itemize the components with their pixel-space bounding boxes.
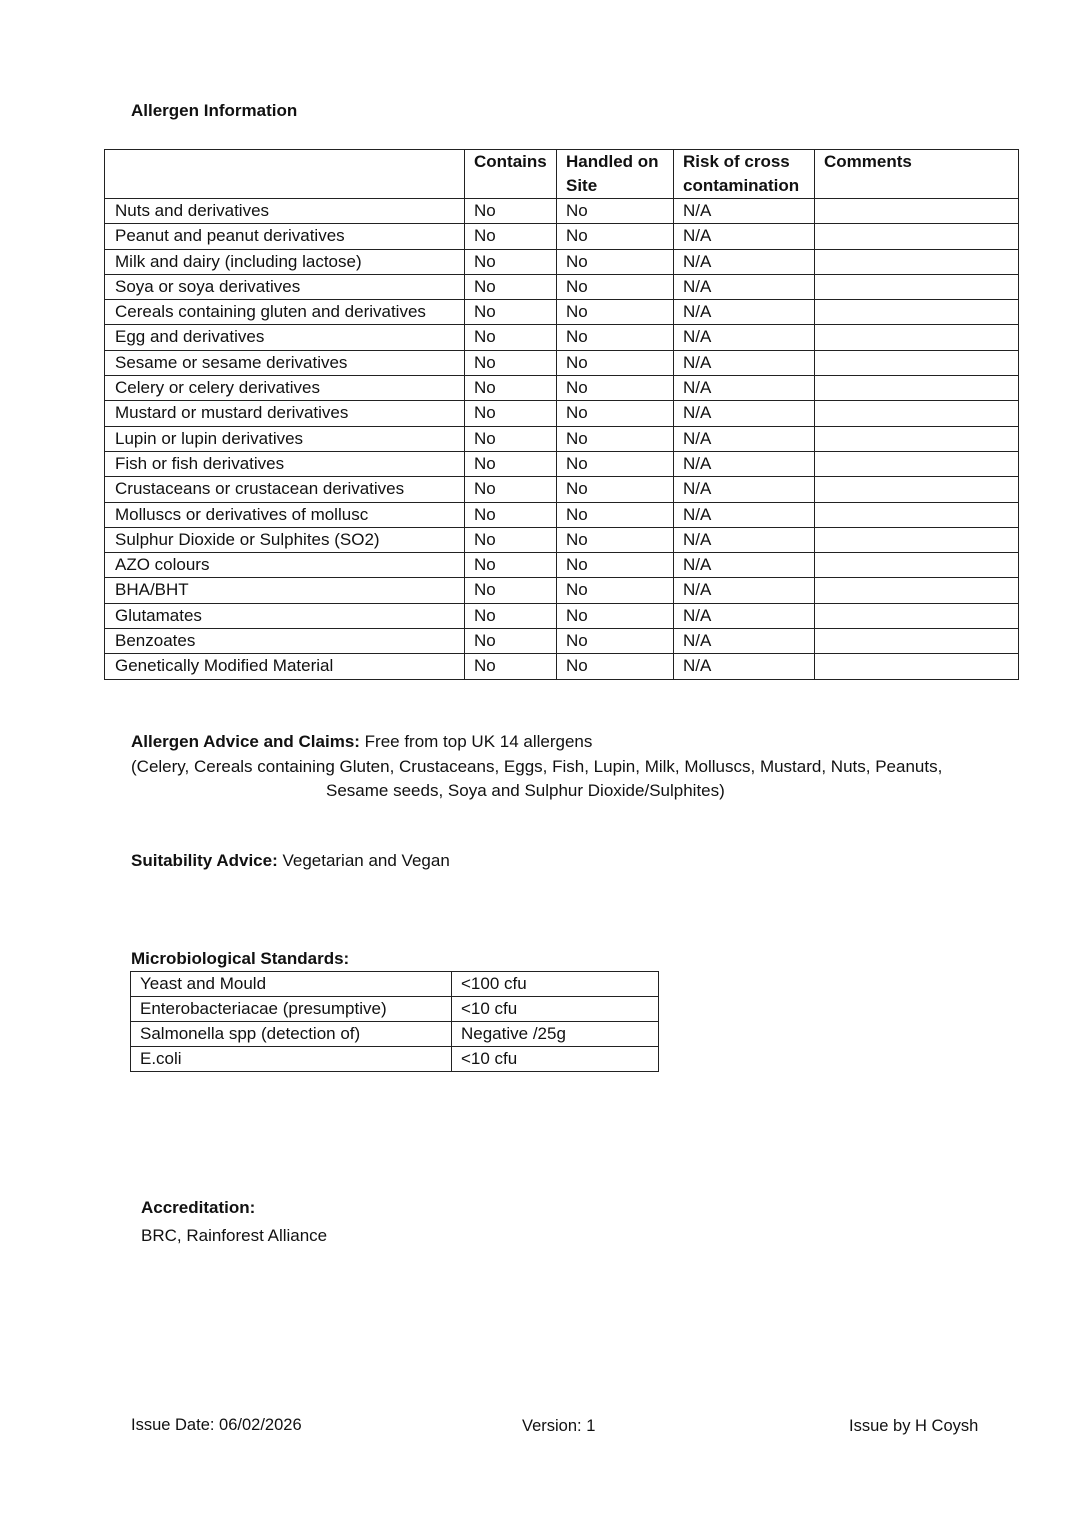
allergen-handled-on-site: No — [557, 578, 674, 603]
allergen-cross-contamination-risk: N/A — [674, 629, 815, 654]
allergen-contains: No — [465, 274, 557, 299]
allergen-name: Sulphur Dioxide or Sulphites (SO2) — [105, 527, 465, 552]
allergen-cross-contamination-risk: N/A — [674, 502, 815, 527]
micro-limit: Negative /25g — [452, 1022, 659, 1047]
allergen-contains: No — [465, 376, 557, 401]
allergen-name: Glutamates — [105, 603, 465, 628]
footer-issue-date: Issue Date: 06/02/2026 — [131, 1416, 302, 1434]
allergen-contains: No — [465, 603, 557, 628]
allergen-advice-list-line2: Sesame seeds, Soya and Sulphur Dioxide/Sulphites) — [326, 781, 725, 800]
allergen-contains: No — [465, 578, 557, 603]
allergen-cross-contamination-risk: N/A — [674, 376, 815, 401]
allergen-contains: No — [465, 451, 557, 476]
allergen-name: Soya or soya derivatives — [105, 274, 465, 299]
micro-row — [131, 997, 659, 1022]
allergen-row — [105, 477, 1019, 502]
allergen-section-title: Allergen Information — [131, 101, 298, 120]
allergen-cross-contamination-risk: N/A — [674, 426, 815, 451]
allergen-name: Benzoates — [105, 629, 465, 654]
allergen-comments — [815, 502, 1019, 527]
allergen-name: Fish or fish derivatives — [105, 451, 465, 476]
allergen-row — [105, 224, 1019, 249]
allergen-advice — [131, 730, 592, 755]
allergen-handled-on-site: No — [557, 553, 674, 578]
header-risk: Risk of cross contamination — [674, 150, 815, 199]
allergen-name: Mustard or mustard derivatives — [105, 401, 465, 426]
allergen-cross-contamination-risk: N/A — [674, 477, 815, 502]
allergen-row — [105, 426, 1019, 451]
allergen-contains: No — [465, 300, 557, 325]
allergen-name: BHA/BHT — [105, 578, 465, 603]
allergen-name: Egg and derivatives — [105, 325, 465, 350]
allergen-handled-on-site: No — [557, 426, 674, 451]
allergen-advice-label: Allergen Advice and Claims: — [131, 732, 360, 751]
allergen-advice-value: Free from top UK 14 allergens — [359, 732, 593, 751]
allergen-row — [105, 300, 1019, 325]
allergen-comments — [815, 477, 1019, 502]
micro-test: Salmonella spp (detection of) — [131, 1022, 452, 1047]
allergen-advice-list-line1: (Celery, Cereals containing Gluten, Crustaceans, Eggs, Fish, Lupin, Milk, Molluscs, Mustard, Nuts, Peanuts, — [131, 757, 943, 776]
allergen-cross-contamination-risk: N/A — [674, 274, 815, 299]
micro-test: E.coli — [131, 1047, 452, 1072]
allergen-handled-on-site: No — [557, 224, 674, 249]
allergen-name: Genetically Modified Material — [105, 654, 465, 679]
allergen-handled-on-site: No — [557, 274, 674, 299]
allergen-row — [105, 199, 1019, 224]
allergen-row — [105, 274, 1019, 299]
micro-limit: <10 cfu — [452, 1047, 659, 1072]
allergen-row — [105, 629, 1019, 654]
allergen-contains: No — [465, 527, 557, 552]
allergen-handled-on-site: No — [557, 654, 674, 679]
allergen-comments — [815, 654, 1019, 679]
allergen-contains: No — [465, 224, 557, 249]
allergen-comments — [815, 553, 1019, 578]
suitability-advice — [131, 851, 450, 871]
allergen-row — [105, 325, 1019, 350]
accreditation-title: Accreditation: — [141, 1198, 256, 1217]
allergen-cross-contamination-risk: N/A — [674, 249, 815, 274]
allergen-row — [105, 578, 1019, 603]
allergen-comments — [815, 325, 1019, 350]
allergen-contains: No — [465, 654, 557, 679]
allergen-row — [105, 376, 1019, 401]
allergen-name: Peanut and peanut derivatives — [105, 224, 465, 249]
micro-test: Yeast and Mould — [131, 972, 452, 997]
micro-table — [130, 971, 659, 1072]
header-item — [105, 150, 465, 199]
allergen-cross-contamination-risk: N/A — [674, 325, 815, 350]
allergen-row — [105, 553, 1019, 578]
allergen-contains: No — [465, 249, 557, 274]
allergen-name: Crustaceans or crustacean derivatives — [105, 477, 465, 502]
micro-limit: <100 cfu — [452, 972, 659, 997]
allergen-name: Lupin or lupin derivatives — [105, 426, 465, 451]
header-handled: Handled on Site — [557, 150, 674, 199]
accreditation-value: BRC, Rainforest Alliance — [141, 1226, 328, 1245]
allergen-name: Sesame or sesame derivatives — [105, 350, 465, 375]
allergen-cross-contamination-risk: N/A — [674, 300, 815, 325]
allergen-contains: No — [465, 401, 557, 426]
footer-issued-by: Issue by H Coysh — [849, 1417, 979, 1435]
allergen-cross-contamination-risk: N/A — [674, 451, 815, 476]
allergen-cross-contamination-risk: N/A — [674, 401, 815, 426]
micro-limit: <10 cfu — [452, 997, 659, 1022]
allergen-handled-on-site: No — [557, 376, 674, 401]
allergen-handled-on-site: No — [557, 199, 674, 224]
footer-version: Version: 1 — [522, 1417, 596, 1435]
allergen-contains: No — [465, 502, 557, 527]
allergen-name: Celery or celery derivatives — [105, 376, 465, 401]
allergen-handled-on-site: No — [557, 249, 674, 274]
allergen-row — [105, 527, 1019, 552]
allergen-handled-on-site: No — [557, 401, 674, 426]
allergen-handled-on-site: No — [557, 477, 674, 502]
allergen-contains: No — [465, 477, 557, 502]
allergen-handled-on-site: No — [557, 451, 674, 476]
allergen-cross-contamination-risk: N/A — [674, 350, 815, 375]
allergen-contains: No — [465, 350, 557, 375]
allergen-comments — [815, 603, 1019, 628]
allergen-handled-on-site: No — [557, 527, 674, 552]
allergen-cross-contamination-risk: N/A — [674, 553, 815, 578]
allergen-comments — [815, 249, 1019, 274]
allergen-comments — [815, 300, 1019, 325]
allergen-handled-on-site: No — [557, 325, 674, 350]
allergen-comments — [815, 199, 1019, 224]
allergen-row — [105, 350, 1019, 375]
micro-section-title: Microbiological Standards: — [131, 949, 350, 968]
allergen-handled-on-site: No — [557, 502, 674, 527]
allergen-cross-contamination-risk: N/A — [674, 603, 815, 628]
allergen-comments — [815, 426, 1019, 451]
allergen-row — [105, 654, 1019, 679]
header-comments: Comments — [815, 150, 1019, 199]
allergen-contains: No — [465, 629, 557, 654]
allergen-contains: No — [465, 199, 557, 224]
allergen-comments — [815, 629, 1019, 654]
allergen-table — [104, 149, 1019, 680]
suitability-label: Suitability Advice: — [131, 851, 278, 870]
allergen-contains: No — [465, 325, 557, 350]
allergen-table-header-row — [105, 150, 1019, 199]
micro-row — [131, 1022, 659, 1047]
allergen-handled-on-site: No — [557, 300, 674, 325]
allergen-row — [105, 451, 1019, 476]
micro-row — [131, 1047, 659, 1072]
micro-test: Enterobacteriacae (presumptive) — [131, 997, 452, 1022]
allergen-name: Molluscs or derivatives of mollusc — [105, 502, 465, 527]
allergen-contains: No — [465, 553, 557, 578]
allergen-row — [105, 401, 1019, 426]
allergen-comments — [815, 376, 1019, 401]
suitability-value: Vegetarian and Vegan — [277, 851, 450, 870]
allergen-comments — [815, 527, 1019, 552]
allergen-comments — [815, 274, 1019, 299]
allergen-comments — [815, 350, 1019, 375]
allergen-handled-on-site: No — [557, 629, 674, 654]
allergen-name: Nuts and derivatives — [105, 199, 465, 224]
allergen-comments — [815, 401, 1019, 426]
allergen-cross-contamination-risk: N/A — [674, 527, 815, 552]
allergen-cross-contamination-risk: N/A — [674, 578, 815, 603]
allergen-comments — [815, 578, 1019, 603]
allergen-name: AZO colours — [105, 553, 465, 578]
allergen-row — [105, 249, 1019, 274]
allergen-row — [105, 603, 1019, 628]
allergen-table-body — [105, 199, 1019, 680]
allergen-cross-contamination-risk: N/A — [674, 654, 815, 679]
allergen-comments — [815, 451, 1019, 476]
micro-row — [131, 972, 659, 997]
allergen-contains: No — [465, 426, 557, 451]
allergen-name: Cereals containing gluten and derivatives — [105, 300, 465, 325]
allergen-row — [105, 502, 1019, 527]
allergen-comments — [815, 224, 1019, 249]
allergen-handled-on-site: No — [557, 603, 674, 628]
allergen-cross-contamination-risk: N/A — [674, 199, 815, 224]
allergen-cross-contamination-risk: N/A — [674, 224, 815, 249]
allergen-handled-on-site: No — [557, 350, 674, 375]
header-contains: Contains — [465, 150, 557, 199]
allergen-name: Milk and dairy (including lactose) — [105, 249, 465, 274]
